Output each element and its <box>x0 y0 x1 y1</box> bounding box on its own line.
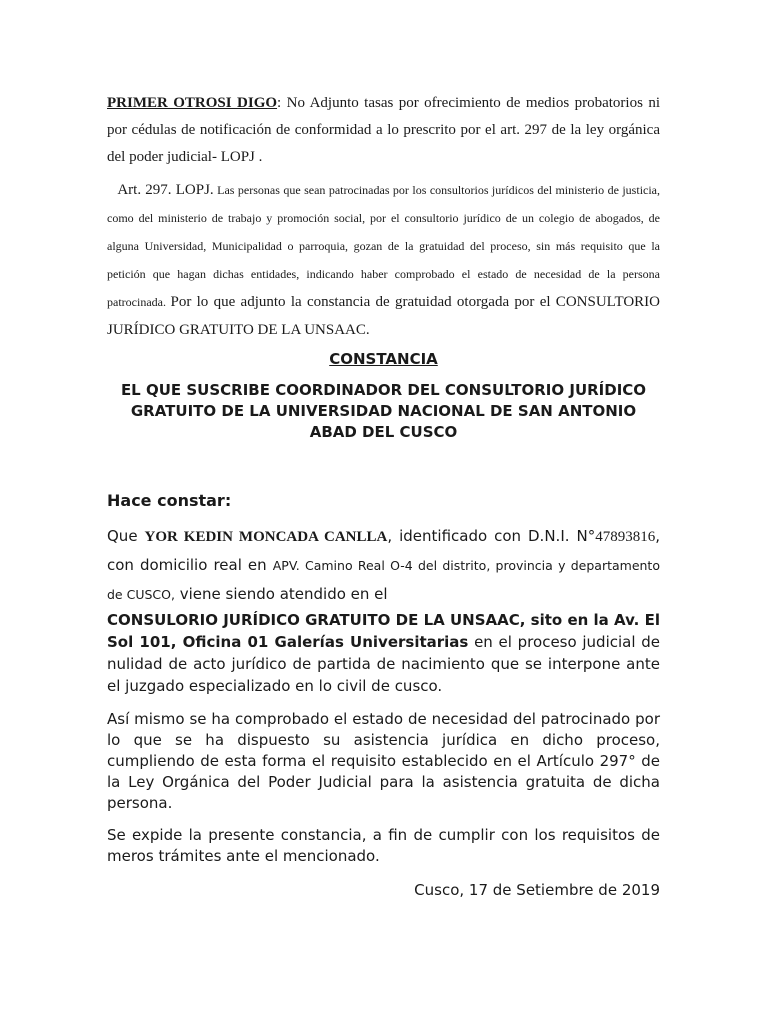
article-tail: Por lo que adjunto la constancia de gratuidad otorgada por el CONSULTORIO JURÍDICO GRATUITO DE LA UNSAAC. <box>107 294 660 338</box>
dni-number: 47893816 <box>595 529 656 545</box>
suscribe-heading: EL QUE SUSCRIBE COORDINADOR DEL CONSULTORIO JURÍDICO GRATUITO DE LA UNIVERSIDAD NACIONAL DE SAN ANTONIO ABAD DEL CUSCO <box>120 381 647 441</box>
constancia-title: CONSTANCIA <box>329 350 438 368</box>
constancia-paragraph-3: Se expide la presente constancia, a fin de cumplir con los requisitos de meros trámites ante el mencionado. <box>107 826 660 865</box>
otrosi-paragraph <box>107 90 660 171</box>
article-body: Las personas que sean patrocinadas por los consultorios jurídicos del ministerio de justicia, como del ministerio de trabajo y promoción social, por el consultorio jurídico de un colegio de abogados, de alguna Universidad, Municipalidad o parroquia, gozan de la gratuidad del proceso, sin más requisito que la petición que hagan dichas entidades, indicando haber comprobado el estado de necesidad de la persona patrocinada. <box>107 183 661 309</box>
article-297-quote <box>107 176 660 344</box>
constancia-paragraph-1 <box>107 522 660 609</box>
hace-constar-heading: Hace constar: <box>107 491 232 510</box>
p1-domicilio-a: , con domicilio real en <box>107 527 660 574</box>
otrosi-text: : No Adjunto tasas por ofrecimiento de medios probatorios ni por cédulas de notificación de conformidad a lo prescrito por el art. 297 de la ley orgánica del poder judicial- LOPJ . <box>107 95 660 165</box>
date-line: Cusco, 17 de Setiembre de 2019 <box>414 881 660 899</box>
constancia-paragraph-1-cont <box>107 609 660 697</box>
p1-domicilio-b: APV. Camino Real O-4 del distrito, provincia y departamento de CUSCO, <box>107 558 660 602</box>
constancia-paragraph-2: Así mismo se ha comprobado el estado de necesidad del patrocinado por lo que se ha dispuesto su asistencia jurídica en dicho proceso, cumpliendo de esta forma el requisito establecido en el Artículo 297° de la Ley Orgánica del Poder Judicial para la asistencia gratuita de dicha persona. <box>107 710 660 812</box>
article-heading: Art. 297. LOPJ. <box>117 182 214 198</box>
p1-atendido: viene siendo atendido en el <box>179 585 388 603</box>
otrosi-label: PRIMER OTROSI DIGO <box>107 95 278 111</box>
beneficiary-name: YOR KEDIN MONCADA CANLLA <box>144 529 388 545</box>
consultorio-name: CONSULORIO JURÍDICO GRATUITO DE LA UNSAAC, sito en la Av. El Sol 101, Oficina 01 Galerías Universitarias <box>107 611 660 651</box>
p1-que: Que <box>107 527 138 545</box>
p1-identificado: , identificado con D.N.I. N° <box>387 527 596 545</box>
p1-proceso: en el proceso judicial de nulidad de acto jurídico de partida de nacimiento que se interpone ante el juzgado especializado en lo civil de cusco. <box>107 633 660 695</box>
